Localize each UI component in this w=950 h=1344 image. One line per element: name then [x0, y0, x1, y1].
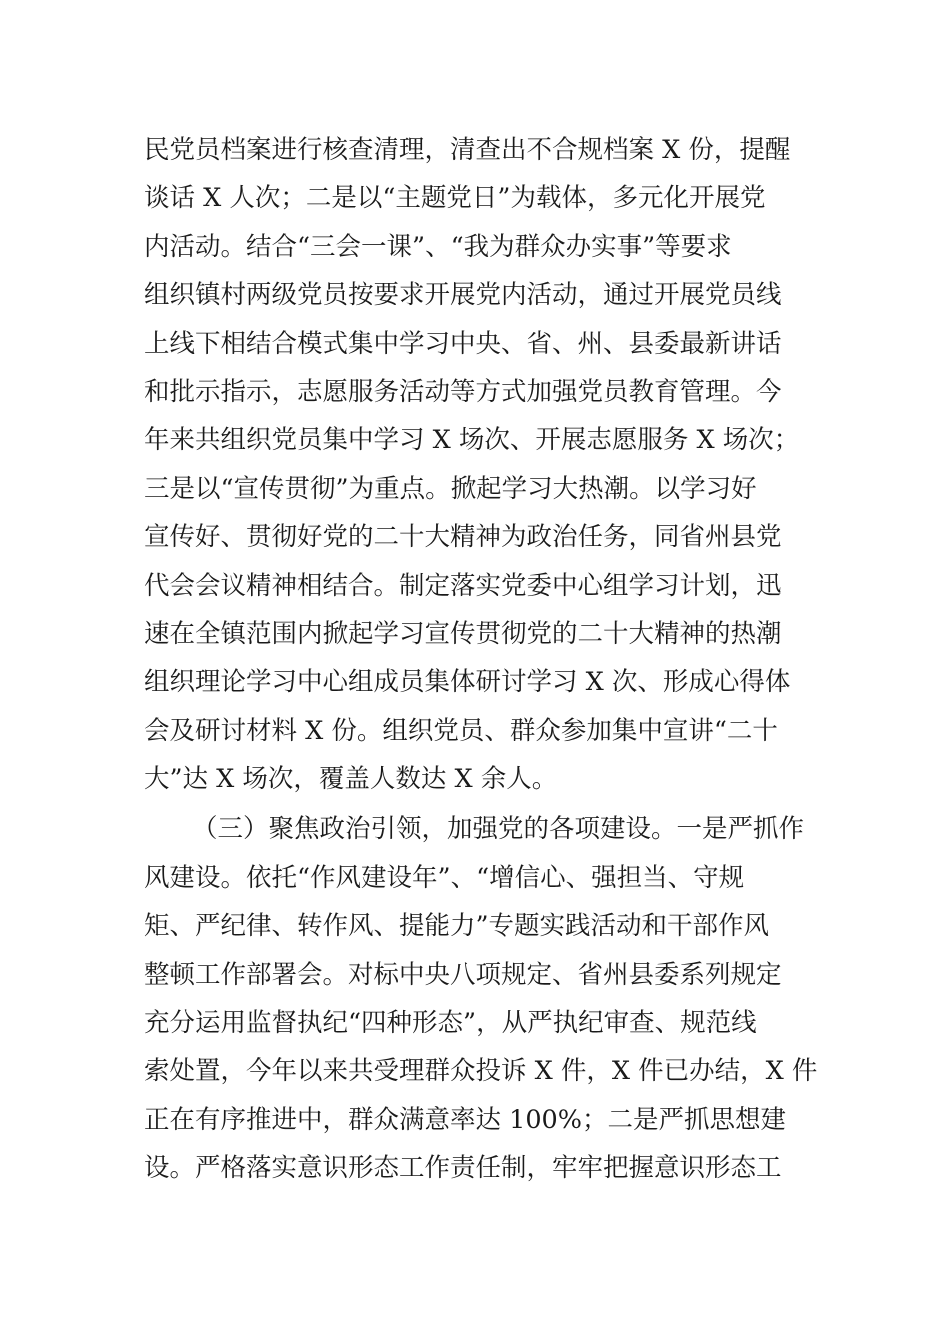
text-line: 索处置，今年以来共受理群众投诉 X 件，X 件已办结，X 件: [144, 1056, 818, 1087]
text-line: 组织镇村两级党员按要求开展党内活动，通过开展党员线: [144, 280, 782, 311]
text-line: 速在全镇范围内掀起学习宣传贯彻党的二十大精神的热潮: [144, 618, 782, 649]
paragraph-start-line: （三）聚焦政治引领，加强党的各项建设。一是严抓作: [192, 814, 805, 845]
text-line: 大”达 X 场次，覆盖人数达 X 余人。: [144, 764, 558, 795]
text-line: 组织理论学习中心组成员集体研讨学习 X 次、形成心得体: [144, 667, 791, 698]
text-line: 上线下相结合模式集中学习中央、省、州、县委最新讲话: [144, 328, 782, 359]
text-line: 宣传好、贯彻好党的二十大精神为政治任务，同省州县党: [144, 522, 782, 553]
text-line: 内活动。结合“三会一课”、“我为群众办实事”等要求: [144, 231, 732, 262]
text-line: 会及研讨材料 X 份。组织党员、群众参加集中宣讲“二十: [144, 715, 778, 746]
text-line: 充分运用监督执纪“四种形态”，从严执纪审查、规范线: [144, 1008, 757, 1039]
text-line: 年来共组织党员集中学习 X 场次、开展志愿服务 X 场次；: [144, 425, 800, 456]
text-line: 正在有序推进中，群众满意率达 100%；二是严抓思想建: [144, 1104, 787, 1135]
text-line: 民党员档案进行核查清理，清查出不合规档案 X 份，提醒: [144, 135, 791, 165]
text-line: 三是以“宣传贯彻”为重点。掀起学习大热潮。以学习好: [144, 473, 757, 504]
text-line: 风建设。依托“作风建设年”、“增信心、强担当、守规: [144, 862, 745, 893]
text-line: 设。严格落实意识形态工作责任制，牢牢把握意识形态工: [144, 1153, 782, 1184]
body-text: [144, 126, 818, 1193]
text-line: 整顿工作部署会。对标中央八项规定、省州县委系列规定: [144, 959, 782, 990]
text-line: 矩、严纪律、转作风、提能力”专题实践活动和干部作风: [144, 911, 770, 942]
text-line: 谈话 X 人次；二是以“主题党日”为载体，多元化开展党: [144, 183, 766, 214]
text-line: 代会会议精神相结合。制定落实党委中心组学习计划，迅: [144, 570, 782, 601]
text-line: 和批示指示，志愿服务活动等方式加强党员教育管理。今: [144, 376, 782, 407]
